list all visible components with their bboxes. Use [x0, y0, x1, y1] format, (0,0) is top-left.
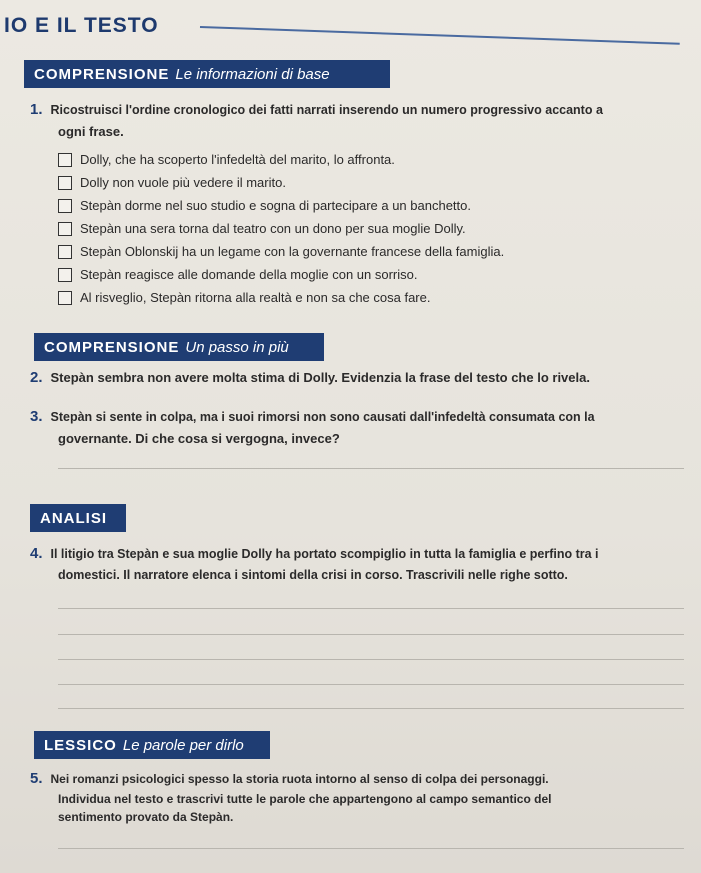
order-number-box[interactable] — [58, 245, 72, 259]
section-header-comprensione-base — [24, 60, 390, 88]
question-5-continuation-2: sentimento provato da Stepàn. — [58, 810, 234, 824]
answer-line[interactable] — [58, 684, 684, 685]
question-number: 2. — [30, 369, 43, 386]
question-text: Ricostruisci l'ordine cronologico dei fatti narrati inserendo un numero progressivo accanto a — [50, 103, 603, 117]
question-number: 3. — [30, 408, 43, 425]
list-item — [58, 263, 504, 286]
answer-line[interactable] — [58, 608, 684, 609]
list-item — [58, 217, 504, 240]
question-text: Nei romanzi psicologici spesso la storia ruota intorno al senso di colpa dei personaggi. — [50, 772, 549, 786]
question-text: Stepàn si sente in colpa, ma i suoi rimorsi non sono causati dall'infedeltà consumata con la — [50, 410, 595, 424]
list-item-text: Stepàn dorme nel suo studio e sogna di partecipare a un banchetto. — [80, 198, 471, 213]
question-3-continuation: governante. Di che cosa si vergogna, invece? — [58, 431, 340, 446]
list-item-text: Stepàn una sera torna dal teatro con un dono per sua moglie Dolly. — [80, 221, 466, 236]
list-item — [58, 194, 504, 217]
section-header-comprensione-passo — [34, 333, 324, 361]
section-keyword: ANALISI — [40, 509, 107, 527]
answer-line[interactable] — [58, 634, 684, 635]
question-3 — [30, 406, 690, 428]
list-item — [58, 148, 504, 171]
question-2 — [30, 367, 690, 389]
answer-line[interactable] — [58, 708, 684, 709]
question-text: Il litigio tra Stepàn e sua moglie Dolly ha portato scompiglio in tutta la famiglia e perfino tra i — [50, 547, 599, 561]
ordering-list — [58, 148, 504, 309]
question-number: 5. — [30, 770, 43, 787]
answer-line[interactable] — [58, 659, 684, 660]
order-number-box[interactable] — [58, 222, 72, 236]
section-header-lessico — [34, 731, 270, 759]
order-number-box[interactable] — [58, 268, 72, 282]
question-4 — [30, 543, 690, 565]
list-item-text: Stepàn Oblonskij ha un legame con la governante francese della famiglia. — [80, 244, 505, 259]
question-5 — [30, 768, 690, 790]
section-keyword: COMPRENSIONE — [34, 65, 170, 83]
question-1 — [30, 99, 690, 121]
section-subtitle: Un passo in più — [185, 338, 289, 356]
list-item — [58, 240, 504, 263]
section-header-analisi — [30, 504, 126, 532]
list-item — [58, 171, 504, 194]
section-subtitle: Le parole per dirlo — [122, 736, 244, 754]
section-subtitle: Le informazioni di base — [175, 65, 330, 83]
list-item — [58, 286, 504, 309]
list-item-text: Stepàn reagisce alle domande della moglie con un sorriso. — [80, 267, 418, 282]
section-keyword: LESSICO — [44, 736, 117, 754]
list-item-text: Al risveglio, Stepàn ritorna alla realtà e non sa che cosa fare. — [80, 290, 431, 305]
order-number-box[interactable] — [58, 176, 72, 190]
question-number: 4. — [30, 545, 43, 562]
answer-line[interactable] — [58, 468, 684, 469]
section-keyword: COMPRENSIONE — [44, 338, 180, 356]
order-number-box[interactable] — [58, 199, 72, 213]
list-item-text: Dolly, che ha scoperto l'infedeltà del marito, lo affronta. — [80, 152, 395, 167]
order-number-box[interactable] — [58, 291, 72, 305]
question-4-continuation: domestici. Il narratore elenca i sintomi della crisi in corso. Trascrivili nelle righe sotto. — [58, 568, 568, 582]
order-number-box[interactable] — [58, 153, 72, 167]
answer-line[interactable] — [58, 848, 684, 849]
question-number: 1. — [30, 101, 43, 118]
page-title: IO E IL TESTO — [4, 14, 159, 37]
question-5-continuation: Individua nel testo e trascrivi tutte le parole che appartengono al campo semantico del — [58, 792, 552, 806]
title-rule — [200, 26, 680, 45]
question-text: Stepàn sembra non avere molta stima di Dolly. Evidenzia la frase del testo che lo rivela. — [50, 370, 590, 385]
list-item-text: Dolly non vuole più vedere il marito. — [80, 175, 286, 190]
question-1-continuation: ogni frase. — [58, 124, 124, 139]
